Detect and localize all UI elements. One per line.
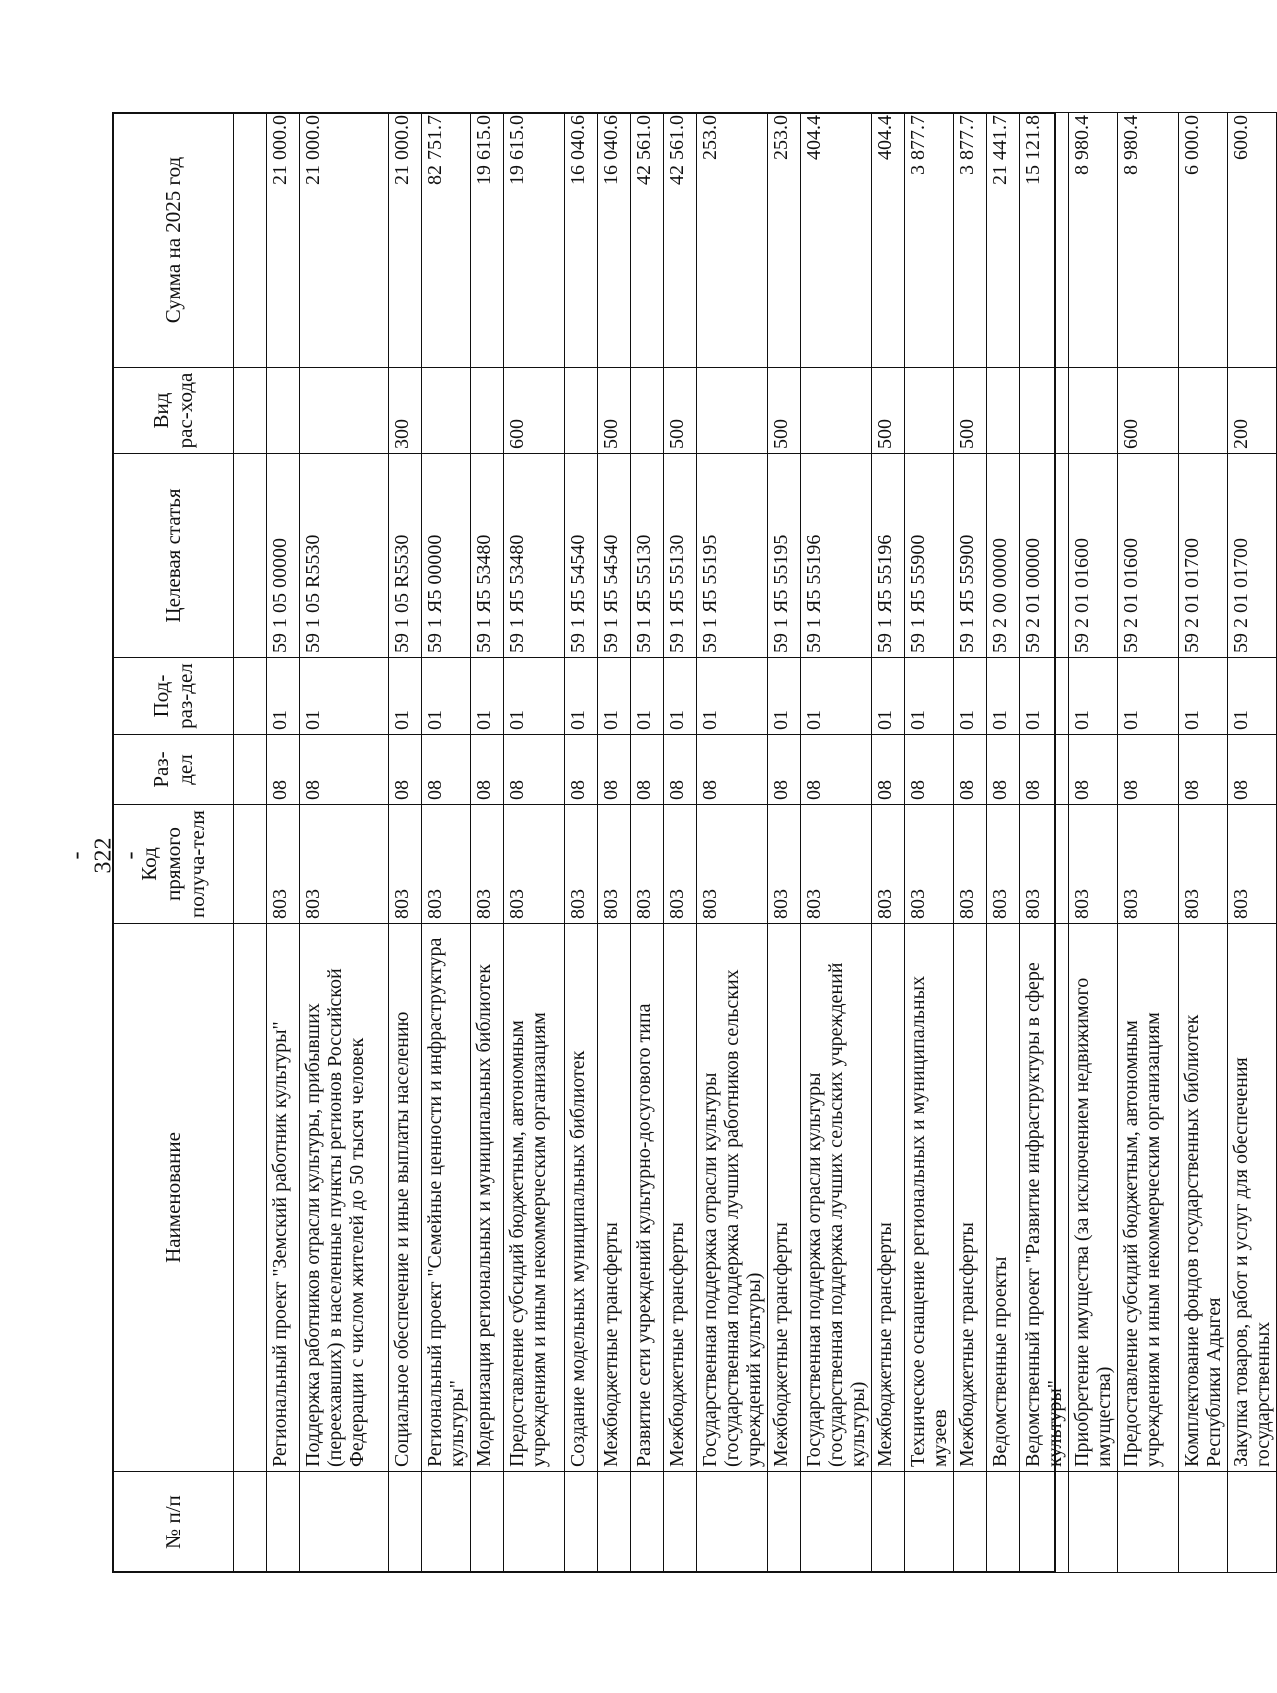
cell-expense bbox=[1179, 368, 1228, 454]
cell-num bbox=[1179, 1472, 1228, 1573]
header-subsection: Под-раз-дел bbox=[113, 658, 234, 735]
cell-section: 08 bbox=[598, 735, 631, 805]
cell-code: 803 bbox=[954, 805, 987, 924]
table-row bbox=[267, 113, 300, 1573]
cell-code: 803 bbox=[631, 805, 664, 924]
table-row bbox=[768, 113, 801, 1573]
cell-sum: 19 615.0 bbox=[504, 113, 565, 368]
table-row bbox=[1020, 113, 1069, 1573]
cell-name: Региональный проект "Земский работник культуры" bbox=[267, 924, 300, 1472]
cell-subsection: 01 bbox=[768, 658, 801, 735]
cell-code: 803 bbox=[422, 805, 471, 924]
cell-sum: 42 561.0 bbox=[664, 113, 697, 368]
cell-subsection: 01 bbox=[1069, 658, 1118, 735]
cell-name: Ведомственные проекты bbox=[987, 924, 1020, 1472]
cell-sum: 42 561.0 bbox=[631, 113, 664, 368]
cell-subsection: 01 bbox=[872, 658, 905, 735]
table-row bbox=[872, 113, 905, 1573]
cell-expense bbox=[1069, 368, 1118, 454]
cell-num bbox=[697, 1472, 768, 1573]
cell-sum: 3 877.7 bbox=[954, 113, 987, 368]
table-row bbox=[471, 113, 504, 1573]
cell-sum: 6 000.0 bbox=[1179, 113, 1228, 368]
cell-target bbox=[234, 454, 267, 658]
cell-sum: 16 040.6 bbox=[565, 113, 598, 368]
cell-code: 803 bbox=[872, 805, 905, 924]
cell-num bbox=[872, 1472, 905, 1573]
cell-target: 59 1 Я5 54540 bbox=[598, 454, 631, 658]
cell-target: 59 1 Я5 55900 bbox=[905, 454, 954, 658]
cell-expense: 300 bbox=[389, 368, 422, 454]
cell-target: 59 1 Я5 54540 bbox=[565, 454, 598, 658]
cell-name: Техническое оснащение региональных и муниципальных музеев bbox=[905, 924, 954, 1472]
cell-name: Модернизация региональных и муниципальных библиотек bbox=[471, 924, 504, 1472]
cell-subsection: 01 bbox=[801, 658, 872, 735]
cell-section: 08 bbox=[267, 735, 300, 805]
cell-subsection: 01 bbox=[905, 658, 954, 735]
cell-name: Комплектование фондов государственных библиотек Республики Адыгея bbox=[1179, 924, 1228, 1472]
cell-subsection: 01 bbox=[697, 658, 768, 735]
cell-expense bbox=[471, 368, 504, 454]
cell-sum: 21 441.7 bbox=[987, 113, 1020, 368]
cell-num bbox=[1118, 1472, 1179, 1573]
header-sum: Сумма на 2025 год bbox=[113, 113, 234, 368]
budget-table bbox=[112, 112, 1277, 1573]
cell-code: 803 bbox=[1228, 805, 1277, 924]
cell-target: 59 2 01 01600 bbox=[1069, 454, 1118, 658]
cell-name: Региональный проект "Семейные ценности и инфраструктура культуры" bbox=[422, 924, 471, 1472]
cell-code: 803 bbox=[905, 805, 954, 924]
header-section: Раз-дел bbox=[113, 735, 234, 805]
cell-sum: 82 751.7 bbox=[422, 113, 471, 368]
cell-subsection: 01 bbox=[954, 658, 987, 735]
cell-expense: 500 bbox=[768, 368, 801, 454]
cell-target: 59 2 01 01700 bbox=[1228, 454, 1277, 658]
cell-subsection: 01 bbox=[1020, 658, 1069, 735]
cell-target: 59 1 05 R5530 bbox=[389, 454, 422, 658]
cell-target: 59 1 Я5 53480 bbox=[471, 454, 504, 658]
table-row bbox=[1179, 113, 1228, 1573]
cell-sum: 21 000.0 bbox=[389, 113, 422, 368]
cell-sum: 21 000.0 bbox=[267, 113, 300, 368]
cell-name: Социальное обеспечение и иные выплаты населению bbox=[389, 924, 422, 1472]
cell-code: 803 bbox=[565, 805, 598, 924]
cell-num bbox=[1020, 1472, 1069, 1573]
cell-name: Межбюджетные трансферты bbox=[664, 924, 697, 1472]
table-row bbox=[598, 113, 631, 1573]
cell-num bbox=[801, 1472, 872, 1573]
cell-expense bbox=[422, 368, 471, 454]
cell-expense: 500 bbox=[664, 368, 697, 454]
table-row bbox=[389, 113, 422, 1573]
header-name: Наименование bbox=[113, 924, 234, 1472]
cell-section: 08 bbox=[954, 735, 987, 805]
cell-subsection bbox=[234, 658, 267, 735]
cell-expense bbox=[1020, 368, 1069, 454]
cell-name: Приобретение имущества (за исключением недвижимого имущества) bbox=[1069, 924, 1118, 1472]
cell-sum: 16 040.6 bbox=[598, 113, 631, 368]
cell-subsection: 01 bbox=[471, 658, 504, 735]
cell-code: 803 bbox=[664, 805, 697, 924]
cell-num bbox=[905, 1472, 954, 1573]
table-row bbox=[234, 113, 267, 1573]
cell-num bbox=[267, 1472, 300, 1573]
cell-section: 08 bbox=[664, 735, 697, 805]
cell-target: 59 1 Я5 55130 bbox=[631, 454, 664, 658]
table-row bbox=[1118, 113, 1179, 1573]
cell-subsection: 01 bbox=[631, 658, 664, 735]
cell-code: 803 bbox=[1118, 805, 1179, 924]
cell-name: Межбюджетные трансферты bbox=[598, 924, 631, 1472]
cell-section: 08 bbox=[471, 735, 504, 805]
cell-subsection: 01 bbox=[1179, 658, 1228, 735]
cell-section: 08 bbox=[905, 735, 954, 805]
page-number: - 322 - bbox=[63, 837, 144, 874]
table-row bbox=[300, 113, 389, 1573]
cell-expense bbox=[631, 368, 664, 454]
header-code: Код прямого получа-теля bbox=[113, 805, 234, 924]
cell-target: 59 1 Я5 55195 bbox=[697, 454, 768, 658]
cell-expense bbox=[267, 368, 300, 454]
table-row bbox=[504, 113, 565, 1573]
cell-expense bbox=[300, 368, 389, 454]
cell-section: 08 bbox=[300, 735, 389, 805]
cell-target: 59 1 Я5 00000 bbox=[422, 454, 471, 658]
cell-code: 803 bbox=[1069, 805, 1118, 924]
cell-num bbox=[1228, 1472, 1277, 1573]
cell-sum: 3 877.7 bbox=[905, 113, 954, 368]
table-row bbox=[664, 113, 697, 1573]
cell-section: 08 bbox=[422, 735, 471, 805]
cell-sum: 21 000.0 bbox=[300, 113, 389, 368]
table-row bbox=[801, 113, 872, 1573]
cell-name: Межбюджетные трансферты bbox=[872, 924, 905, 1472]
rotated-table-area bbox=[112, 112, 1274, 1573]
cell-target: 59 2 01 01700 bbox=[1179, 454, 1228, 658]
cell-num bbox=[300, 1472, 389, 1573]
cell-num bbox=[768, 1472, 801, 1573]
cell-target: 59 1 Я5 55196 bbox=[801, 454, 872, 658]
table-row bbox=[987, 113, 1020, 1573]
cell-num bbox=[504, 1472, 565, 1573]
cell-subsection: 01 bbox=[565, 658, 598, 735]
cell-sum: 15 121.8 bbox=[1020, 113, 1069, 368]
cell-section: 08 bbox=[697, 735, 768, 805]
cell-code: 803 bbox=[267, 805, 300, 924]
cell-expense: 500 bbox=[872, 368, 905, 454]
cell-expense: 600 bbox=[1118, 368, 1179, 454]
cell-subsection: 01 bbox=[267, 658, 300, 735]
cell-subsection: 01 bbox=[664, 658, 697, 735]
cell-code: 803 bbox=[1179, 805, 1228, 924]
cell-num bbox=[954, 1472, 987, 1573]
cell-target: 59 1 05 00000 bbox=[267, 454, 300, 658]
cell-sum: 253.0 bbox=[697, 113, 768, 368]
cell-sum: 253.0 bbox=[768, 113, 801, 368]
cell-code: 803 bbox=[801, 805, 872, 924]
cell-name: Закупка товаров, работ и услуг для обеспечения государственных bbox=[1228, 924, 1277, 1472]
cell-sum: 19 615.0 bbox=[471, 113, 504, 368]
cell-name: Предоставление субсидий бюджетным, автономным учреждениям и иным некоммерческим организациям bbox=[1118, 924, 1179, 1472]
cell-expense bbox=[697, 368, 768, 454]
cell-expense bbox=[801, 368, 872, 454]
cell-target: 59 2 00 00000 bbox=[987, 454, 1020, 658]
cell-name: Государственная поддержка отрасли культуры (государственная поддержка лучших работников сельских учреждений культуры) bbox=[697, 924, 768, 1472]
cell-expense: 500 bbox=[954, 368, 987, 454]
table-container bbox=[112, 112, 1274, 1573]
cell-num bbox=[422, 1472, 471, 1573]
cell-code: 803 bbox=[389, 805, 422, 924]
table-row bbox=[697, 113, 768, 1573]
cell-expense bbox=[987, 368, 1020, 454]
cell-section: 08 bbox=[872, 735, 905, 805]
cell-subsection: 01 bbox=[504, 658, 565, 735]
cell-code: 803 bbox=[987, 805, 1020, 924]
cell-subsection: 01 bbox=[422, 658, 471, 735]
cell-num bbox=[565, 1472, 598, 1573]
cell-code: 803 bbox=[598, 805, 631, 924]
cell-expense: 200 bbox=[1228, 368, 1277, 454]
cell-name: Предоставление субсидий бюджетным, автономным учреждениям и иным некоммерческим организациям bbox=[504, 924, 565, 1472]
cell-target: 59 1 Я5 55130 bbox=[664, 454, 697, 658]
cell-num bbox=[471, 1472, 504, 1573]
cell-sum: 404.4 bbox=[872, 113, 905, 368]
cell-section: 08 bbox=[389, 735, 422, 805]
cell-section: 08 bbox=[565, 735, 598, 805]
cell-sum: 404.4 bbox=[801, 113, 872, 368]
cell-expense bbox=[234, 368, 267, 454]
cell-section: 08 bbox=[1020, 735, 1069, 805]
cell-section: 08 bbox=[1179, 735, 1228, 805]
cell-expense bbox=[565, 368, 598, 454]
cell-name: Межбюджетные трансферты bbox=[954, 924, 987, 1472]
cell-name: Ведомственный проект "Развитие инфраструктуры в сфере культуры" bbox=[1020, 924, 1069, 1472]
cell-expense: 600 bbox=[504, 368, 565, 454]
cell-target: 59 1 Я5 55900 bbox=[954, 454, 987, 658]
cell-section: 08 bbox=[504, 735, 565, 805]
cell-section: 08 bbox=[987, 735, 1020, 805]
table-row bbox=[1069, 113, 1118, 1573]
cell-section: 08 bbox=[801, 735, 872, 805]
table-row bbox=[422, 113, 471, 1573]
cell-target: 59 1 05 R5530 bbox=[300, 454, 389, 658]
cell-sum: 600.0 bbox=[1228, 113, 1277, 368]
cell-subsection: 01 bbox=[389, 658, 422, 735]
cell-section: 08 bbox=[1228, 735, 1277, 805]
cell-subsection: 01 bbox=[598, 658, 631, 735]
cell-code bbox=[234, 805, 267, 924]
cell-sum: 8 980.4 bbox=[1118, 113, 1179, 368]
cell-code: 803 bbox=[471, 805, 504, 924]
cell-name: Поддержка работников отрасли культуры, прибывших (переехавших) в населенные пункты регионов Российской Федерации с числом жителей до 50 тысяч человек bbox=[300, 924, 389, 1472]
cell-target: 59 2 01 01600 bbox=[1118, 454, 1179, 658]
cell-section bbox=[234, 735, 267, 805]
table-row bbox=[905, 113, 954, 1573]
cell-section: 08 bbox=[631, 735, 664, 805]
cell-target: 59 2 01 00000 bbox=[1020, 454, 1069, 658]
cell-subsection: 01 bbox=[1118, 658, 1179, 735]
table-row bbox=[954, 113, 987, 1573]
header-row bbox=[113, 113, 234, 1573]
cell-num bbox=[1069, 1472, 1118, 1573]
cell-sum bbox=[234, 113, 267, 368]
cell-code: 803 bbox=[1020, 805, 1069, 924]
cell-num bbox=[987, 1472, 1020, 1573]
cell-num bbox=[598, 1472, 631, 1573]
cell-name: Государственная поддержка отрасли культуры (государственная поддержка лучших сельских учреждений культуры) bbox=[801, 924, 872, 1472]
cell-target: 59 1 Я5 55195 bbox=[768, 454, 801, 658]
cell-subsection: 01 bbox=[987, 658, 1020, 735]
cell-num bbox=[664, 1472, 697, 1573]
header-expense: Вид рас-хода bbox=[113, 368, 234, 454]
cell-name bbox=[234, 924, 267, 1472]
cell-expense: 500 bbox=[598, 368, 631, 454]
cell-section: 08 bbox=[1118, 735, 1179, 805]
cell-name: Развитие сети учреждений культурно-досугового типа bbox=[631, 924, 664, 1472]
cell-sum: 8 980.4 bbox=[1069, 113, 1118, 368]
cell-num bbox=[234, 1472, 267, 1573]
table-row bbox=[1228, 113, 1277, 1573]
cell-code: 803 bbox=[768, 805, 801, 924]
cell-target: 59 1 Я5 53480 bbox=[504, 454, 565, 658]
table-row bbox=[565, 113, 598, 1573]
header-target: Целевая статья bbox=[113, 454, 234, 658]
cell-target: 59 1 Я5 55196 bbox=[872, 454, 905, 658]
cell-subsection: 01 bbox=[300, 658, 389, 735]
cell-subsection: 01 bbox=[1228, 658, 1277, 735]
cell-num bbox=[631, 1472, 664, 1573]
cell-num bbox=[389, 1472, 422, 1573]
table-row bbox=[631, 113, 664, 1573]
cell-section: 08 bbox=[1069, 735, 1118, 805]
cell-expense bbox=[905, 368, 954, 454]
cell-name: Межбюджетные трансферты bbox=[768, 924, 801, 1472]
header-num: № п/п bbox=[113, 1472, 234, 1573]
cell-code: 803 bbox=[300, 805, 389, 924]
cell-code: 803 bbox=[504, 805, 565, 924]
cell-code: 803 bbox=[697, 805, 768, 924]
cell-name: Создание модельных муниципальных библиотек bbox=[565, 924, 598, 1472]
cell-section: 08 bbox=[768, 735, 801, 805]
